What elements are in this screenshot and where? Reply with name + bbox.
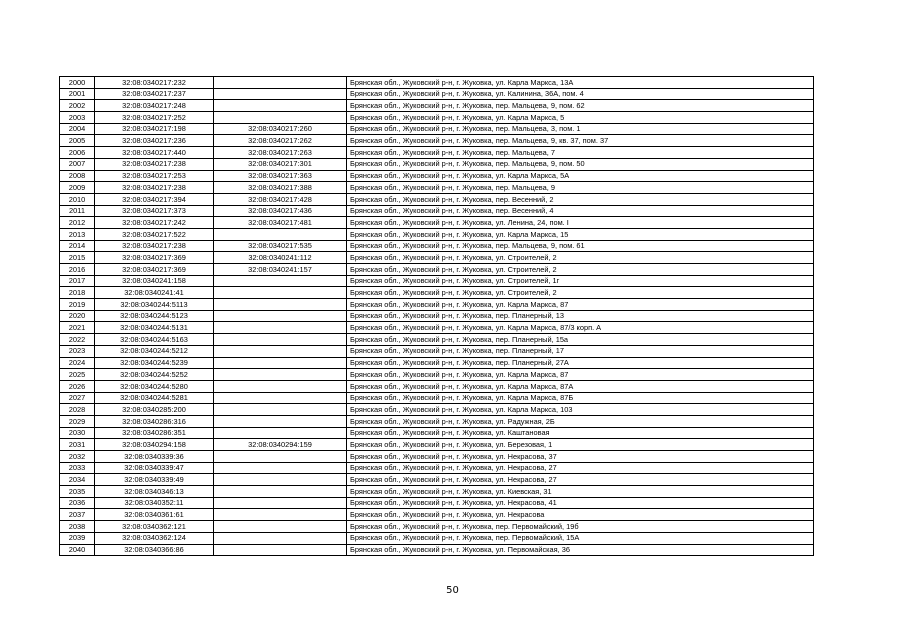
cadastral-number-cell: 32:08:0340362:121 [95, 521, 214, 533]
address-cell: Брянская обл., Жуковский р-н, г. Жуковка, пер. Мальцева, 7 [347, 147, 814, 159]
related-cadastral-number-cell [214, 532, 347, 544]
cadastral-number-cell: 32:08:0340217:242 [95, 217, 214, 229]
table-row [60, 310, 814, 322]
table-row [60, 170, 814, 182]
related-cadastral-number-cell [214, 299, 347, 311]
row-number-cell: 2017 [60, 275, 95, 287]
address-cell: Брянская обл., Жуковский р-н, г. Жуковка, ул. Строителей, 2 [347, 252, 814, 264]
related-cadastral-number-cell [214, 275, 347, 287]
table-row [60, 299, 814, 311]
cadastral-number-cell: 32:08:0340339:36 [95, 451, 214, 463]
row-number-cell: 2028 [60, 404, 95, 416]
cadastral-number-cell: 32:08:0340244:5113 [95, 299, 214, 311]
table-row [60, 135, 814, 147]
related-cadastral-number-cell: 32:08:0340217:363 [214, 170, 347, 182]
cadastral-number-cell: 32:08:0340217:232 [95, 77, 214, 89]
row-number-cell: 2002 [60, 100, 95, 112]
related-cadastral-number-cell [214, 380, 347, 392]
table-row [60, 252, 814, 264]
row-number-cell: 2027 [60, 392, 95, 404]
address-cell: Брянская обл., Жуковский р-н, г. Жуковка, ул. Карла Маркса, 87 [347, 369, 814, 381]
cadastral-number-cell: 32:08:0340217:198 [95, 123, 214, 135]
address-cell: Брянская обл., Жуковский р-н, г. Жуковка, ул. Первомайская, 36 [347, 544, 814, 556]
register-table [59, 76, 814, 556]
register-table-body [60, 77, 814, 556]
address-cell: Брянская обл., Жуковский р-н, г. Жуковка, ул. Калинина, 36А, пом. 4 [347, 88, 814, 100]
table-row [60, 497, 814, 509]
row-number-cell: 2021 [60, 322, 95, 334]
address-cell: Брянская обл., Жуковский р-н, г. Жуковка, пер. Мальцева, 3, пом. 1 [347, 123, 814, 135]
row-number-cell: 2004 [60, 123, 95, 135]
address-cell: Брянская обл., Жуковский р-н, г. Жуковка, ул. Некрасова, 37 [347, 451, 814, 463]
related-cadastral-number-cell [214, 77, 347, 89]
table-row [60, 77, 814, 89]
row-number-cell: 2022 [60, 334, 95, 346]
row-number-cell: 2031 [60, 439, 95, 451]
address-cell: Брянская обл., Жуковский р-н, г. Жуковка, пер. Планерный, 17 [347, 345, 814, 357]
address-cell: Брянская обл., Жуковский р-н, г. Жуковка, ул. Некрасова [347, 509, 814, 521]
table-row [60, 88, 814, 100]
address-cell: Брянская обл., Жуковский р-н, г. Жуковка, ул. Строителей, 2 [347, 264, 814, 276]
row-number-cell: 2026 [60, 380, 95, 392]
cadastral-number-cell: 32:08:0340217:522 [95, 228, 214, 240]
address-cell: Брянская обл., Жуковский р-н, г. Жуковка, ул. Некрасова, 41 [347, 497, 814, 509]
table-row [60, 380, 814, 392]
address-cell: Брянская обл., Жуковский р-н, г. Жуковка, ул. Некрасова, 27 [347, 462, 814, 474]
related-cadastral-number-cell [214, 392, 347, 404]
table-row [60, 427, 814, 439]
cadastral-number-cell: 32:08:0340217:236 [95, 135, 214, 147]
row-number-cell: 2030 [60, 427, 95, 439]
row-number-cell: 2006 [60, 147, 95, 159]
row-number-cell: 2003 [60, 112, 95, 124]
table-row [60, 123, 814, 135]
related-cadastral-number-cell [214, 357, 347, 369]
related-cadastral-number-cell [214, 521, 347, 533]
address-cell: Брянская обл., Жуковский р-н, г. Жуковка, пер. Мальцева, 9, пом. 50 [347, 158, 814, 170]
related-cadastral-number-cell [214, 228, 347, 240]
cadastral-number-cell: 32:08:0340241:41 [95, 287, 214, 299]
table-row [60, 521, 814, 533]
cadastral-number-cell: 32:08:0340217:248 [95, 100, 214, 112]
address-cell: Брянская обл., Жуковский р-н, г. Жуковка, ул. Карла Маркса, 87А [347, 380, 814, 392]
row-number-cell: 2038 [60, 521, 95, 533]
cadastral-number-cell: 32:08:0340217:253 [95, 170, 214, 182]
cadastral-number-cell: 32:08:0340339:49 [95, 474, 214, 486]
table-row [60, 112, 814, 124]
related-cadastral-number-cell [214, 287, 347, 299]
row-number-cell: 2020 [60, 310, 95, 322]
related-cadastral-number-cell [214, 100, 347, 112]
related-cadastral-number-cell: 32:08:0340217:388 [214, 182, 347, 194]
table-row [60, 532, 814, 544]
related-cadastral-number-cell [214, 334, 347, 346]
table-row [60, 147, 814, 159]
address-cell: Брянская обл., Жуковский р-н, г. Жуковка, пер. Первомайский, 19б [347, 521, 814, 533]
row-number-cell: 2005 [60, 135, 95, 147]
cadastral-number-cell: 32:08:0340285:200 [95, 404, 214, 416]
cadastral-number-cell: 32:08:0340217:237 [95, 88, 214, 100]
related-cadastral-number-cell [214, 451, 347, 463]
cadastral-number-cell: 32:08:0340217:238 [95, 158, 214, 170]
address-cell: Брянская обл., Жуковский р-н, г. Жуковка, ул. Карла Маркса, 15 [347, 228, 814, 240]
cadastral-number-cell: 32:08:0340352:11 [95, 497, 214, 509]
address-cell: Брянская обл., Жуковский р-н, г. Жуковка, ул. Карла Маркса, 87 [347, 299, 814, 311]
address-cell: Брянская обл., Жуковский р-н, г. Жуковка, ул. Строителей, 2 [347, 287, 814, 299]
row-number-cell: 2008 [60, 170, 95, 182]
related-cadastral-number-cell: 32:08:0340217:436 [214, 205, 347, 217]
related-cadastral-number-cell [214, 112, 347, 124]
table-row [60, 275, 814, 287]
row-number-cell: 2033 [60, 462, 95, 474]
cadastral-number-cell: 32:08:0340361:61 [95, 509, 214, 521]
related-cadastral-number-cell [214, 415, 347, 427]
row-number-cell: 2014 [60, 240, 95, 252]
row-number-cell: 2039 [60, 532, 95, 544]
cadastral-number-cell: 32:08:0340244:5252 [95, 369, 214, 381]
address-cell: Брянская обл., Жуковский р-н, г. Жуковка, пер. Весенний, 4 [347, 205, 814, 217]
address-cell: Брянская обл., Жуковский р-н, г. Жуковка, пер. Планерный, 27А [347, 357, 814, 369]
row-number-cell: 2001 [60, 88, 95, 100]
cadastral-number-cell: 32:08:0340286:351 [95, 427, 214, 439]
cadastral-number-cell: 32:08:0340339:47 [95, 462, 214, 474]
related-cadastral-number-cell [214, 486, 347, 498]
related-cadastral-number-cell [214, 474, 347, 486]
address-cell: Брянская обл., Жуковский р-н, г. Жуковка, пер. Планерный, 15а [347, 334, 814, 346]
related-cadastral-number-cell: 32:08:0340217:260 [214, 123, 347, 135]
row-number-cell: 2024 [60, 357, 95, 369]
table-row [60, 357, 814, 369]
row-number-cell: 2000 [60, 77, 95, 89]
address-cell: Брянская обл., Жуковский р-н, г. Жуковка, пер. Мальцева, 9, пом. 61 [347, 240, 814, 252]
row-number-cell: 2009 [60, 182, 95, 194]
address-cell: Брянская обл., Жуковский р-н, г. Жуковка, пер. Весенний, 2 [347, 193, 814, 205]
related-cadastral-number-cell [214, 427, 347, 439]
cadastral-number-cell: 32:08:0340217:252 [95, 112, 214, 124]
cadastral-number-cell: 32:08:0340286:316 [95, 415, 214, 427]
address-cell: Брянская обл., Жуковский р-н, г. Жуковка, ул. Каштановая [347, 427, 814, 439]
cadastral-number-cell: 32:08:0340346:13 [95, 486, 214, 498]
address-cell: Брянская обл., Жуковский р-н, г. Жуковка, ул. Карла Маркса, 87/3 корп. А [347, 322, 814, 334]
row-number-cell: 2010 [60, 193, 95, 205]
row-number-cell: 2036 [60, 497, 95, 509]
related-cadastral-number-cell [214, 88, 347, 100]
row-number-cell: 2011 [60, 205, 95, 217]
address-cell: Брянская обл., Жуковский р-н, г. Жуковка, ул. Ленина, 24, пом. I [347, 217, 814, 229]
row-number-cell: 2018 [60, 287, 95, 299]
cadastral-number-cell: 32:08:0340241:158 [95, 275, 214, 287]
row-number-cell: 2023 [60, 345, 95, 357]
table-row [60, 182, 814, 194]
cadastral-number-cell: 32:08:0340366:86 [95, 544, 214, 556]
address-cell: Брянская обл., Жуковский р-н, г. Жуковка, ул. Карла Маркса, 13А [347, 77, 814, 89]
address-cell: Брянская обл., Жуковский р-н, г. Жуковка, ул. Строителей, 1г [347, 275, 814, 287]
row-number-cell: 2032 [60, 451, 95, 463]
row-number-cell: 2013 [60, 228, 95, 240]
row-number-cell: 2025 [60, 369, 95, 381]
row-number-cell: 2015 [60, 252, 95, 264]
related-cadastral-number-cell: 32:08:0340217:481 [214, 217, 347, 229]
related-cadastral-number-cell: 32:08:0340241:112 [214, 252, 347, 264]
row-number-cell: 2012 [60, 217, 95, 229]
table-row [60, 486, 814, 498]
table-row [60, 415, 814, 427]
row-number-cell: 2037 [60, 509, 95, 521]
cadastral-number-cell: 32:08:0340244:5280 [95, 380, 214, 392]
row-number-cell: 2035 [60, 486, 95, 498]
table-row [60, 205, 814, 217]
table-row [60, 369, 814, 381]
related-cadastral-number-cell [214, 404, 347, 416]
address-cell: Брянская обл., Жуковский р-н, г. Жуковка, ул. Карла Маркса, 87Б [347, 392, 814, 404]
table-row [60, 287, 814, 299]
address-cell: Брянская обл., Жуковский р-н, г. Жуковка, пер. Мальцева, 9 [347, 182, 814, 194]
related-cadastral-number-cell: 32:08:0340217:262 [214, 135, 347, 147]
cadastral-number-cell: 32:08:0340244:5131 [95, 322, 214, 334]
cadastral-number-cell: 32:08:0340244:5212 [95, 345, 214, 357]
cadastral-number-cell: 32:08:0340217:238 [95, 240, 214, 252]
cadastral-number-cell: 32:08:0340362:124 [95, 532, 214, 544]
cadastral-number-cell: 32:08:0340244:5163 [95, 334, 214, 346]
address-cell: Брянская обл., Жуковский р-н, г. Жуковка, ул. Березовая, 1 [347, 439, 814, 451]
row-number-cell: 2034 [60, 474, 95, 486]
table-row [60, 100, 814, 112]
related-cadastral-number-cell [214, 544, 347, 556]
cadastral-number-cell: 32:08:0340244:5281 [95, 392, 214, 404]
cadastral-number-cell: 32:08:0340217:369 [95, 264, 214, 276]
table-row [60, 240, 814, 252]
cadastral-number-cell: 32:08:0340244:5239 [95, 357, 214, 369]
cadastral-number-cell: 32:08:0340217:238 [95, 182, 214, 194]
table-row [60, 228, 814, 240]
table-row [60, 193, 814, 205]
cadastral-number-cell: 32:08:0340217:394 [95, 193, 214, 205]
related-cadastral-number-cell: 32:08:0340217:428 [214, 193, 347, 205]
table-row [60, 544, 814, 556]
row-number-cell: 2007 [60, 158, 95, 170]
related-cadastral-number-cell [214, 310, 347, 322]
table-row [60, 158, 814, 170]
table-row [60, 404, 814, 416]
table-row [60, 451, 814, 463]
table-row [60, 462, 814, 474]
table-row [60, 217, 814, 229]
address-cell: Брянская обл., Жуковский р-н, г. Жуковка, ул. Киевская, 31 [347, 486, 814, 498]
address-cell: Брянская обл., Жуковский р-н, г. Жуковка, пер. Первомайский, 15А [347, 532, 814, 544]
related-cadastral-number-cell [214, 322, 347, 334]
table-row [60, 264, 814, 276]
related-cadastral-number-cell [214, 345, 347, 357]
row-number-cell: 2029 [60, 415, 95, 427]
cadastral-number-cell: 32:08:0340294:158 [95, 439, 214, 451]
table-row [60, 474, 814, 486]
related-cadastral-number-cell [214, 462, 347, 474]
address-cell: Брянская обл., Жуковский р-н, г. Жуковка, ул. Карла Маркса, 5А [347, 170, 814, 182]
table-row [60, 334, 814, 346]
page-number: 50 [446, 585, 459, 596]
table-row [60, 439, 814, 451]
related-cadastral-number-cell: 32:08:0340217:263 [214, 147, 347, 159]
related-cadastral-number-cell [214, 369, 347, 381]
row-number-cell: 2019 [60, 299, 95, 311]
cadastral-number-cell: 32:08:0340244:5123 [95, 310, 214, 322]
related-cadastral-number-cell: 32:08:0340217:535 [214, 240, 347, 252]
address-cell: Брянская обл., Жуковский р-н, г. Жуковка, пер. Мальцева, 9, кв. 37, пом. 37 [347, 135, 814, 147]
cadastral-number-cell: 32:08:0340217:440 [95, 147, 214, 159]
address-cell: Брянская обл., Жуковский р-н, г. Жуковка, ул. Радужная, 2Б [347, 415, 814, 427]
table-row [60, 509, 814, 521]
table-row [60, 322, 814, 334]
related-cadastral-number-cell: 32:08:0340241:157 [214, 264, 347, 276]
cadastral-number-cell: 32:08:0340217:369 [95, 252, 214, 264]
address-cell: Брянская обл., Жуковский р-н, г. Жуковка, ул. Карла Маркса, 5 [347, 112, 814, 124]
address-cell: Брянская обл., Жуковский р-н, г. Жуковка, ул. Некрасова, 27 [347, 474, 814, 486]
related-cadastral-number-cell: 32:08:0340217:301 [214, 158, 347, 170]
related-cadastral-number-cell [214, 509, 347, 521]
row-number-cell: 2040 [60, 544, 95, 556]
table-row [60, 392, 814, 404]
cadastral-number-cell: 32:08:0340217:373 [95, 205, 214, 217]
related-cadastral-number-cell: 32:08:0340294:159 [214, 439, 347, 451]
table-row [60, 345, 814, 357]
address-cell: Брянская обл., Жуковский р-н, г. Жуковка, ул. Карла Маркса, 103 [347, 404, 814, 416]
address-cell: Брянская обл., Жуковский р-н, г. Жуковка, пер. Мальцева, 9, пом. 62 [347, 100, 814, 112]
address-cell: Брянская обл., Жуковский р-н, г. Жуковка, пер. Планерный, 13 [347, 310, 814, 322]
related-cadastral-number-cell [214, 497, 347, 509]
row-number-cell: 2016 [60, 264, 95, 276]
